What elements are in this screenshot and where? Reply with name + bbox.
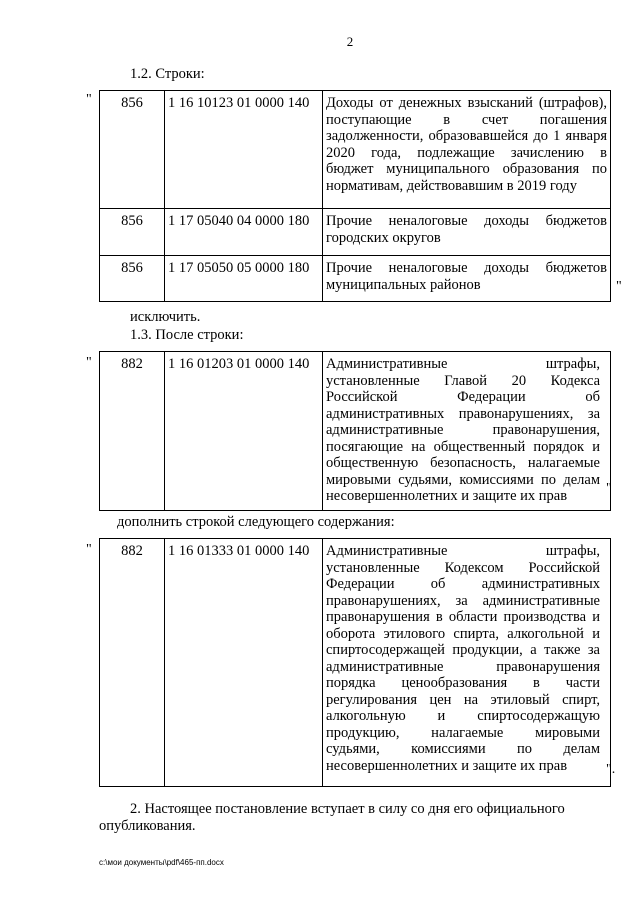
description-cell: Административные штрафы, установленные Главой 20 Кодекса Российской Федерации об административных правонарушениях, за административные правонарушения, посягающие на общественный порядок и общественную безопасность, налагаемые мировыми судьями, комиссиями по делам несовершеннолетних и защите их прав [323, 352, 611, 511]
admin-code-cell: 856 [100, 256, 165, 302]
admin-code-cell: 882 [100, 352, 165, 511]
revenue-table-2 [99, 351, 611, 511]
closing-quote-3: ". [606, 762, 616, 777]
table-row [100, 256, 611, 302]
kbk-code-cell: 1 17 05050 05 0000 180 [165, 256, 323, 302]
revenue-table-1 [99, 90, 611, 302]
section-1-2-heading: 1.2. Строки: [130, 66, 205, 82]
revenue-table-3 [99, 538, 611, 787]
paragraph-2-line-1: 2. Настоящее постановление вступает в силу со дня его официального [130, 801, 565, 817]
kbk-code-cell: 1 16 10123 01 0000 140 [165, 91, 323, 209]
description-cell: Доходы от денежных взысканий (штрафов), поступающие в счет погашения задолженности, образовавшейся до 1 января 2020 года, подлежащие зачислению в бюджет муниципального образования по нормативам, действовавшим в 2019 году [323, 91, 611, 209]
paragraph-2 [99, 801, 611, 834]
description-cell: Прочие неналоговые доходы бюджетов городских округов [323, 209, 611, 256]
description-cell: Прочие неналоговые доходы бюджетов муниципальных районов [323, 256, 611, 302]
table-row [100, 539, 611, 787]
admin-code-cell: 856 [100, 209, 165, 256]
paragraph-2-line-2: опубликования. [99, 817, 196, 834]
admin-code-cell: 882 [100, 539, 165, 787]
table-row [100, 352, 611, 511]
opening-quote-2: " [86, 355, 92, 370]
exclude-text: исключить. [130, 309, 201, 325]
opening-quote-1: " [86, 92, 92, 107]
admin-code-cell: 856 [100, 91, 165, 209]
table-row [100, 209, 611, 256]
table-row [100, 91, 611, 209]
section-1-3-heading: 1.3. После строки: [130, 327, 244, 343]
kbk-code-cell: 1 16 01203 01 0000 140 [165, 352, 323, 511]
description-cell: Административные штрафы, установленные Кодексом Российской Федерации об административных правонарушениях, за административные правонарушения в области производства и оборота этилового спирта, алкогольной и спиртосодержащей продукции, а также за административные правонарушения порядка ценообразования в части регулирования цен на этиловый спирт, алкогольную и спиртосодержащую продукцию, налагаемые мировыми судьями, комиссиями по делам несовершеннолетних и защите их прав [323, 539, 611, 787]
closing-quote-2: " [606, 481, 612, 496]
add-line-text: дополнить строкой следующего содержания: [117, 514, 395, 530]
page-number: 2 [346, 34, 354, 49]
closing-quote-1: " [616, 279, 622, 294]
opening-quote-3: " [86, 542, 92, 557]
kbk-code-cell: 1 16 01333 01 0000 140 [165, 539, 323, 787]
footer-file-path: c:\мои документы\pdf\465-пп.docx [99, 858, 224, 867]
kbk-code-cell: 1 17 05040 04 0000 180 [165, 209, 323, 256]
